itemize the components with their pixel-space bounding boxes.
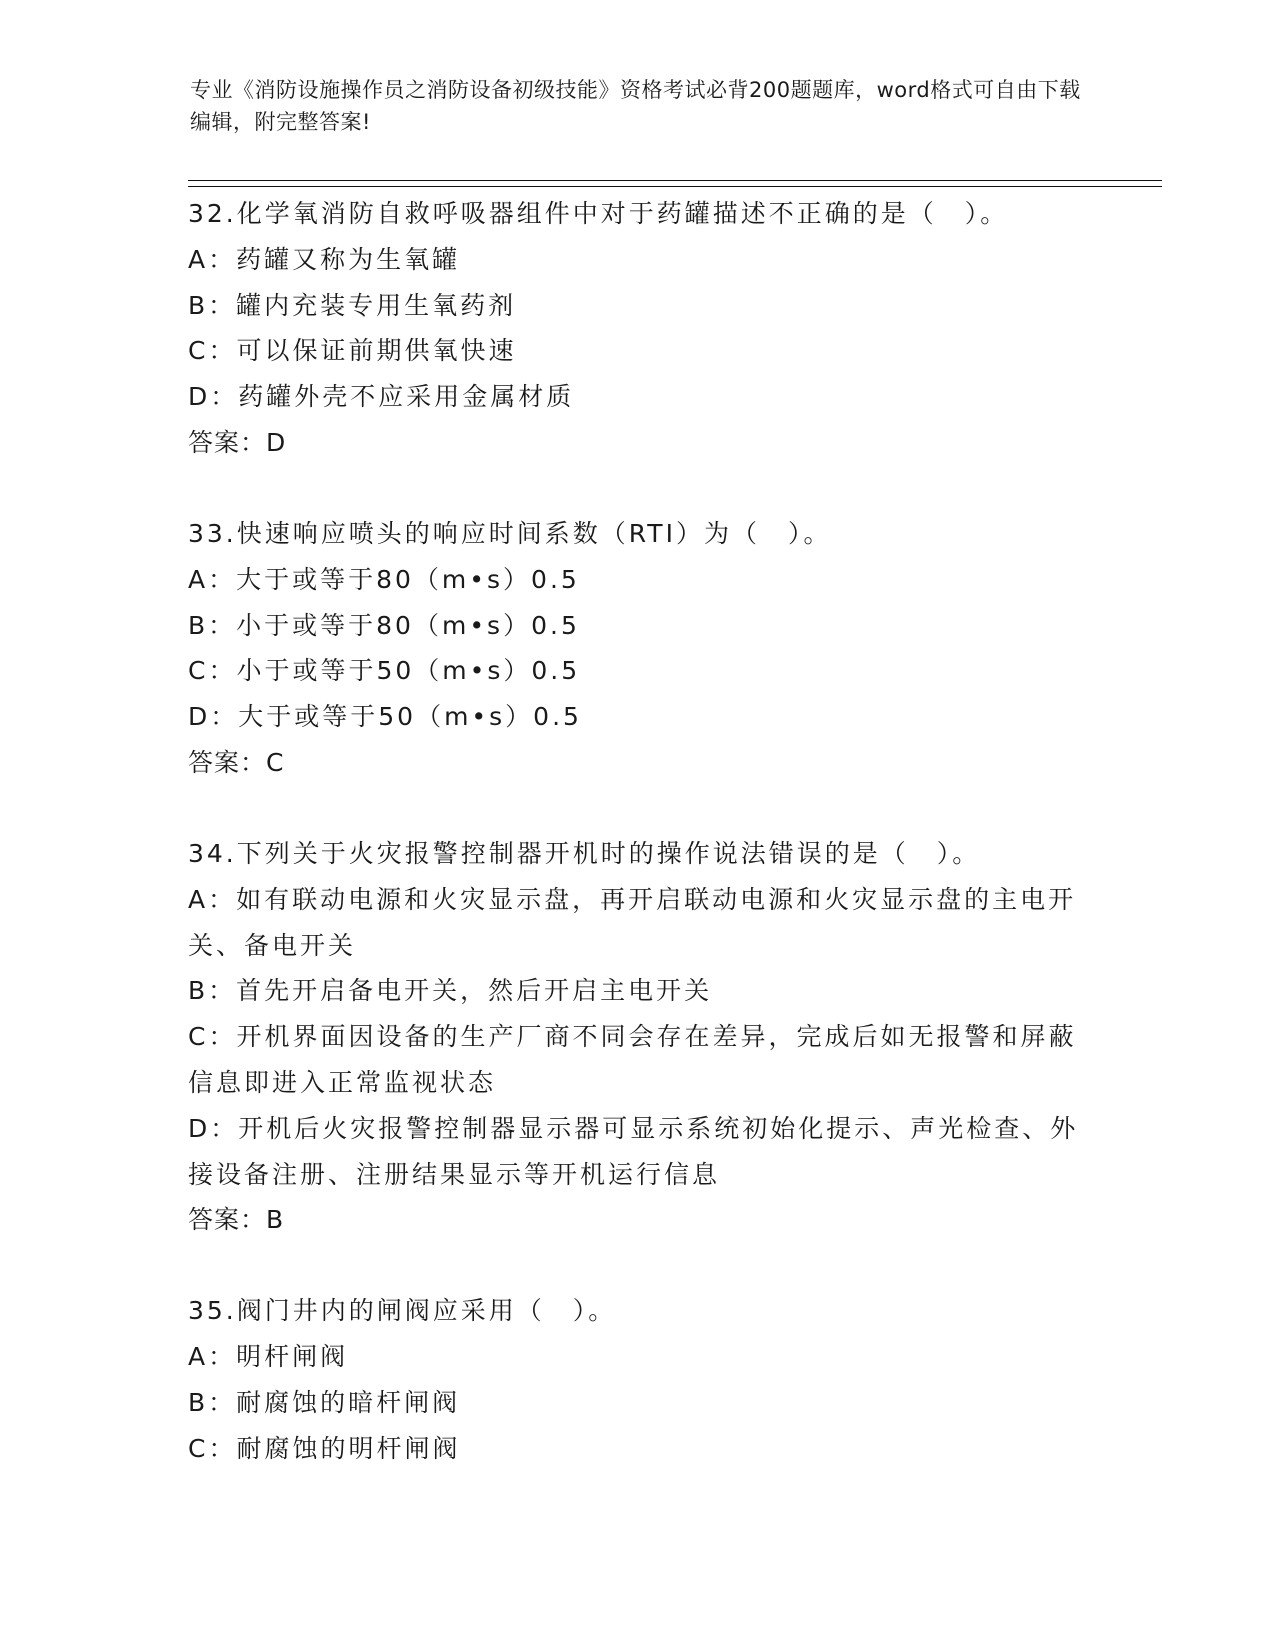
question-32 (188, 191, 1088, 465)
option-b: B：罐内充装专用生氧药剂 (188, 290, 517, 320)
option-d: D：药罐外壳不应采用金属材质 (188, 382, 575, 412)
option-c: C：开机界面因设备的生产厂商不同会存在差异，完成后如无报警和屏蔽信息即进入正常监视状态 (188, 1022, 1077, 1097)
option-c: C：小于或等于50（m•s）0.5 (188, 656, 581, 686)
option-b: B：耐腐蚀的暗杆闸阀 (188, 1387, 461, 1417)
question-34 (188, 831, 1088, 1242)
question-stem: 35.阀门井内的闸阀应采用（ ）。 (188, 1296, 617, 1326)
question-stem: 32.化学氧消防自救呼吸器组件中对于药罐描述不正确的是（ ）。 (188, 199, 1009, 228)
option-a: A：药罐又称为生氧罐 (188, 244, 461, 274)
option-a: A：如有联动电源和火灾显示盘，再开启联动电源和火灾显示盘的主电开关、备电开关 (188, 884, 1077, 960)
header-divider-bottom (188, 186, 1162, 187)
header-divider-top (188, 180, 1162, 181)
question-stem: 33.快速响应喷头的响应时间系数（RTI）为（ ）。 (188, 518, 832, 548)
option-a: A：明杆闸阀 (188, 1342, 349, 1372)
question-list (188, 191, 1088, 1518)
document-header: 专业《消防设施操作员之消防设备初级技能》资格考试必背200题题库，word格式可自由下载编辑，附完整答案! (190, 78, 1081, 134)
option-a: A：大于或等于80（m•s）0.5 (188, 564, 580, 594)
option-b: B：小于或等于80（m•s）0.5 (188, 610, 580, 640)
option-d: D：大于或等于50（m•s）0.5 (188, 702, 582, 732)
answer-label: 答案：C (188, 747, 285, 777)
answer-label: 答案：B (188, 1205, 285, 1235)
option-c: C：可以保证前期供氧快速 (188, 336, 517, 366)
option-d: D：开机后火灾报警控制器显示器可显示系统初始化提示、声光检查、外接设备注册、注册结果显示等开机运行信息 (188, 1113, 1079, 1189)
question-35 (188, 1288, 1088, 1471)
option-c: C：耐腐蚀的明杆闸阀 (188, 1433, 461, 1463)
option-b: B：首先开启备电开关，然后开启主电开关 (188, 976, 713, 1006)
question-stem: 34.下列关于火灾报警控制器开机时的操作说法错误的是（ ）。 (188, 838, 981, 868)
question-33 (188, 511, 1088, 785)
answer-label: 答案：D (188, 427, 287, 457)
